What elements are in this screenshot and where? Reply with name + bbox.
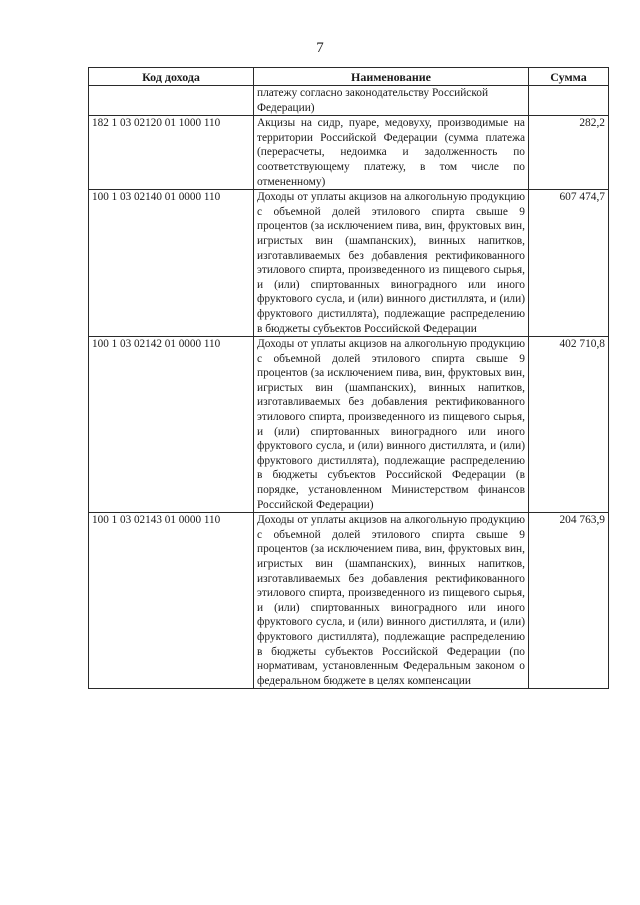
column-header-code: Код дохода [89, 68, 254, 86]
table-row [89, 337, 609, 513]
income-name: Доходы от уплаты акцизов на алкогольную продукцию с объемной долей этилового спирта свыше 9 процентов (за исключением пива, вин, фруктовых вин, игристых вин (шампанских), винных напитков, изготавливаемых без добавления ректификованного этилового спирта, произведенного из пищевого сырья, и (или) спиртованных виноградного или иного фруктового сусла, и (или) винного дистиллята, и (или) фруктового дистиллята), подлежащие распределению в бюджеты субъектов Российской Федерации (по нормативам, установленным Федеральным законом о федеральном бюджете в целях компенсации [254, 513, 529, 689]
page-number: 7 [316, 40, 324, 56]
income-code: 100 1 03 02143 01 0000 110 [89, 513, 254, 689]
income-sum: 204 763,9 [529, 513, 609, 689]
income-sum: 607 474,7 [529, 190, 609, 337]
income-sum: 282,2 [529, 116, 609, 190]
income-sum [529, 86, 609, 116]
income-name: Акцизы на сидр, пуаре, медовуху, производимые на территории Российской Федерации (сумма платежа (перерасчеты, недоимка и задолженность по соответствующему платежу, в том числе по отмененному) [254, 116, 529, 190]
table-row [89, 190, 609, 337]
income-sum: 402 710,8 [529, 337, 609, 513]
table-row [89, 86, 609, 116]
table-row [89, 116, 609, 190]
income-name: платежу согласно законодательству Российской Федерации) [254, 86, 529, 116]
income-table [88, 67, 609, 689]
table-row [89, 513, 609, 689]
income-code [89, 86, 254, 116]
income-code: 100 1 03 02140 01 0000 110 [89, 190, 254, 337]
table-header-row [89, 68, 609, 86]
income-name: Доходы от уплаты акцизов на алкогольную продукцию с объемной долей этилового спирта свыше 9 процентов (за исключением пива, вин, фруктовых вин, игристых вин (шампанских), винных напитков, изготавливаемых без добавления ректификованного этилового спирта, произведенного из пищевого сырья, и (или) спиртованных виноградного или иного фруктового сусла, и (или) винного дистиллята, и (или) фруктового дистиллята), подлежащие распределению в бюджеты субъектов Российской Федерации (в порядке, установленном Министерством финансов Российской Федерации) [254, 337, 529, 513]
column-header-sum: Сумма [529, 68, 609, 86]
column-header-name: Наименование [254, 68, 529, 86]
income-code: 182 1 03 02120 01 1000 110 [89, 116, 254, 190]
income-name: Доходы от уплаты акцизов на алкогольную продукцию с объемной долей этилового спирта свыше 9 процентов (за исключением пива, вин, фруктовых вин, игристых вин (шампанских), винных напитков, изготавливаемых без добавления ректификованного этилового спирта, произведенного из пищевого сырья, и (или) спиртованных виноградного или иного фруктового сусла, и (или) винного дистиллята, и (или) фруктового дистиллята), подлежащие распределению в бюджеты субъектов Российской Федерации [254, 190, 529, 337]
income-code: 100 1 03 02142 01 0000 110 [89, 337, 254, 513]
